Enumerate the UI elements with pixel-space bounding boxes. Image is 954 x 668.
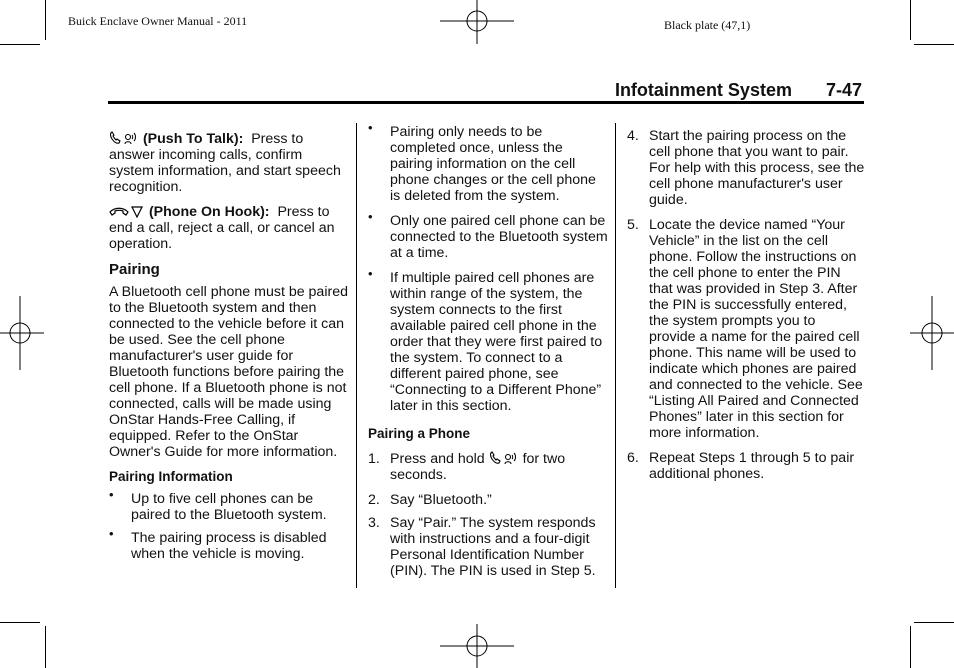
list-item (368, 209, 608, 261)
crop-mark (914, 44, 954, 45)
ptt-label: (Push To Talk): (142, 131, 244, 147)
voice-icon (503, 451, 517, 465)
phone-icon (489, 451, 501, 465)
manual-title-note: Buick Enclave Owner Manual - 2011 (68, 14, 248, 28)
crop-mark (910, 626, 911, 668)
hook-text: Press to end a call, reject a call, or cancel an operation. (109, 204, 335, 252)
registration-mark-right (910, 296, 954, 370)
step-1-text-b: for two seconds. (390, 451, 566, 483)
page-title (615, 80, 862, 101)
pairing-info-heading: Pairing Information (109, 469, 233, 484)
pairing-phone-heading: Pairing a Phone (368, 426, 471, 441)
section-title: Infotainment System (614, 80, 792, 100)
hang-up-icon (109, 206, 129, 218)
bullet: • (368, 209, 373, 224)
step-2 (368, 492, 608, 508)
list-item-text: Only one paired cell phone can be connected to the Bluetooth system at a time. (390, 213, 608, 261)
step-1 (368, 451, 608, 483)
bullet: • (109, 526, 114, 541)
step-number: 3. (368, 515, 380, 531)
bullet: • (368, 266, 373, 281)
list-item-text: If multiple paired cell phones are within range of the system, the system connects to the first available paired cell phone in the order that they were first paired to the system. To connect to a different paired phone, see “Connecting to a Different Phone” later in this section. (390, 270, 603, 414)
pairing-heading: Pairing (109, 261, 160, 278)
step-3 (368, 515, 608, 579)
column-right (627, 128, 865, 489)
column-divider (615, 123, 616, 588)
step-4 (627, 128, 865, 208)
step-3-text: Say “Pair.” The system responds with instructions and a four-digit Personal Identification Number (PIN). The PIN is used in Step 5. (390, 515, 596, 579)
step-number: 6. (627, 450, 639, 466)
step-4-text: Start the pairing process on the cell phone that you want to pair. For help with this process, see the cell phone manufacturer's user guide. (649, 128, 865, 208)
plate-note: Black plate (47,1) (664, 18, 751, 32)
hook-label: (Phone On Hook): (148, 204, 270, 220)
step-2-text: Say “Bluetooth.” (390, 492, 492, 508)
step-6-text: Repeat Steps 1 through 5 to pair additional phones. (649, 450, 855, 482)
crop-mark (914, 622, 954, 623)
step-1-text-a: Press and hold (390, 451, 485, 467)
ptt-paragraph (109, 131, 349, 195)
list-item-text: Pairing only needs to be completed once, unless the pairing information on the cell phone changes or the cell phone is deleted from the system. (390, 124, 596, 204)
crop-mark (0, 622, 40, 623)
pairing-paragraph: A Bluetooth cell phone must be paired to the Bluetooth system and then connected to the vehicle before it can be used. See the cell phone manufacturer's user guide for Bluetooth functions before pairing the cell phone. If a Bluetooth phone is not connected, calls will be made using OnStar Hands-Free Calling, if equipped. Refer to the OnStar Owner's Guide for more information. (109, 284, 348, 460)
step-5-text: Locate the device named “Your Vehicle” in the list on the cell phone. Follow the instructions on the cell phone to enter the PIN that was provided in Step 3. After the PIN is successfully entered, the system prompts you to provide a name for the paired cell phone. This name will be used to indicate which phones are paired and connected to the vehicle. See “Listing All Paired and Connected Phones” later in this section for more information. (649, 217, 863, 441)
crop-mark (45, 0, 46, 40)
registration-mark-top (440, 0, 514, 44)
step-number: 4. (627, 128, 639, 144)
list-item-text: Up to five cell phones can be paired to the Bluetooth system. (131, 491, 327, 523)
step-number: 1. (368, 451, 380, 467)
header-rule (108, 101, 864, 104)
step-number: 2. (368, 492, 380, 508)
list-item (368, 120, 608, 204)
phone-icon (109, 131, 121, 145)
crop-mark (45, 626, 46, 668)
registration-mark-bottom (440, 624, 514, 668)
registration-mark-left (0, 296, 44, 370)
step-6 (627, 450, 865, 482)
step-5 (627, 217, 865, 441)
list-item (109, 526, 349, 562)
page-number: 7-47 (825, 80, 862, 100)
crop-mark (910, 0, 911, 40)
step-number: 5. (627, 217, 639, 233)
column-middle (368, 120, 608, 586)
hook-paragraph (109, 204, 349, 252)
ptt-text: Press to answer incoming calls, confirm system information, and start speech recognition. (109, 131, 341, 195)
list-item (368, 266, 608, 414)
column-left (109, 131, 349, 569)
hook-triangle-icon (131, 206, 143, 218)
voice-icon (123, 131, 137, 145)
column-divider (356, 123, 357, 588)
list-item-text: The pairing process is disabled when the vehicle is moving. (131, 530, 327, 562)
bullet: • (109, 487, 114, 502)
list-item (109, 487, 349, 523)
crop-mark (0, 44, 40, 45)
bullet: • (368, 120, 373, 135)
